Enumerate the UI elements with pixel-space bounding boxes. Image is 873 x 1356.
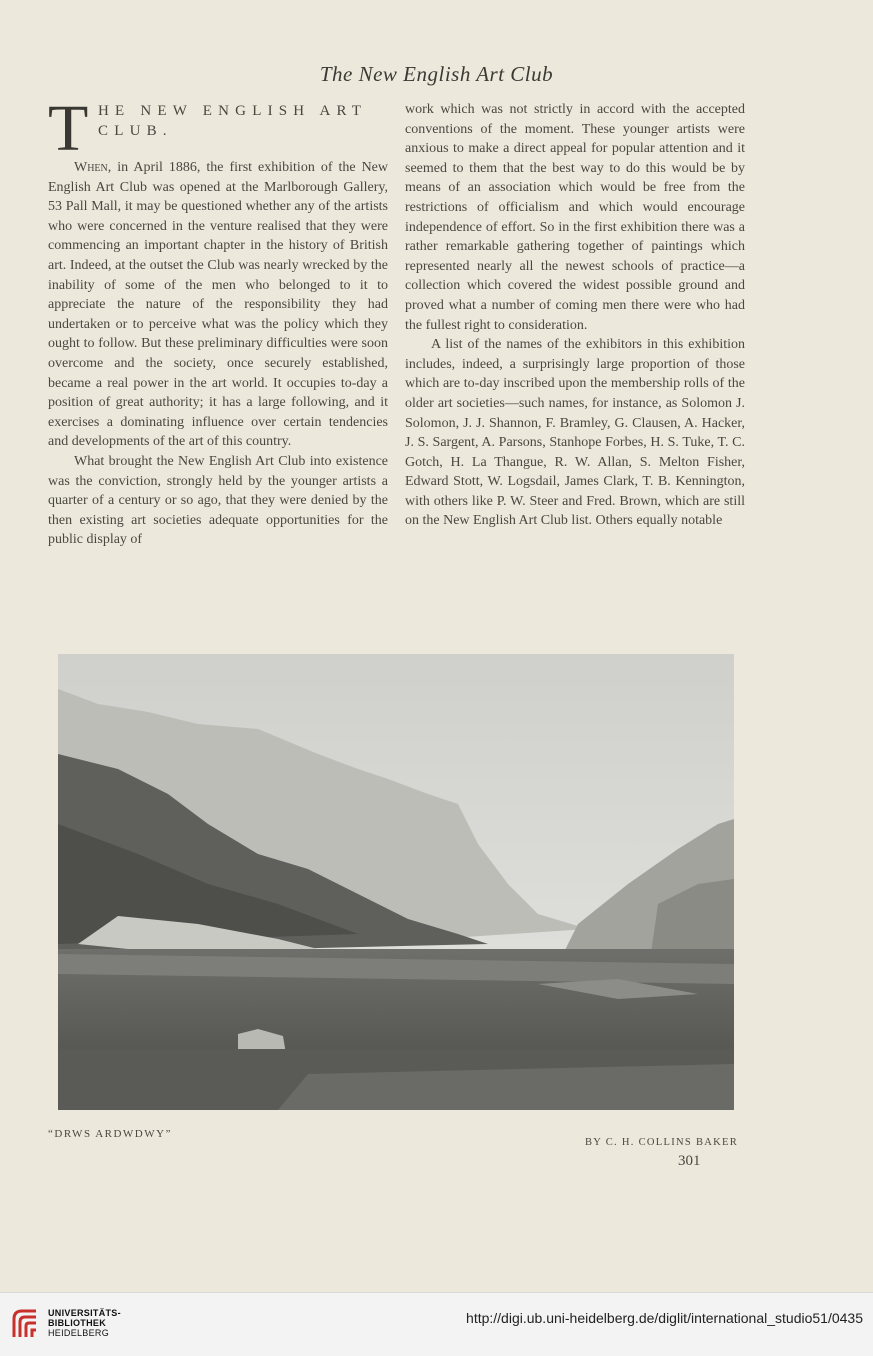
page-number: 301: [678, 1153, 701, 1169]
library-name-line-1: UNIVERSITÄTS-: [48, 1308, 121, 1318]
viewer-footer: [0, 1292, 873, 1356]
heading-line-2: CLUB.: [98, 123, 173, 139]
library-name: [48, 1308, 121, 1338]
university-library-logo-icon: [10, 1307, 42, 1341]
drop-cap: T: [48, 92, 89, 165]
library-name-line-3: HEIDELBERG: [48, 1328, 110, 1338]
landscape-painting-image: [58, 654, 734, 1110]
left-column: [48, 92, 388, 550]
landscape-painting-plate: [58, 654, 734, 1110]
article-heading: [48, 92, 388, 165]
running-head: The New English Art Club: [319, 62, 554, 86]
heading-line-1: HE NEW ENGLISH ART: [98, 103, 368, 119]
plate-caption-title: “DRWS ARDWDWY”: [48, 1128, 172, 1140]
paragraph-1-text: , in April 1886, the first exhibition of the New English Art Club was opened at the Marlborough Gallery, 53 Pall Mall, it may be questioned whether any of the artists who were concerned in the venture realised that they were commencing an important chapter in the history of British art. Indeed, at the outset the Club was nearly wrecked by the inability of some of the men who belonged to it to appreciate the nature of the responsibility they had undertaken or to perceive what was the policy which they ought to follow. But these preliminary difficulties were soon overcome and the society, once securely established, became a real power in the art world. It occupies to-day a position of great authority; it has a large following, and it exercises a dominating influence over certain tendencies and developments of the art of this country.: [48, 160, 388, 450]
right-column: [405, 100, 745, 531]
paragraph-1-lead: When: [74, 160, 108, 175]
library-name-line-2: BIBLIOTHEK: [48, 1318, 106, 1328]
paragraph-2: What brought the New English Art Club into existence was the conviction, strongly held by the younger artists a quarter of a century or so ago, that they were denied by the then existing art societies adequate opportunities for the public display of: [48, 453, 388, 548]
paragraph-1: [48, 158, 388, 452]
permalink-url[interactable]: http://digi.ub.uni-heidelberg.de/diglit/international_studio51/0435: [466, 1310, 863, 1326]
paragraph-4: A list of the names of the exhibitors in this exhibition includes, indeed, a surprisingly large proportion of those which are to-day inscribed upon the membership rolls of the older art societies—such names, for instance, as Solomon J. Solomon, J. J. Shannon, F. Bramley, G. Clausen, A. Hacker, J. S. Sargent, A. Parsons, Stanhope Forbes, H. S. Tuke, T. C. Gotch, H. La Thangue, R. W. Allan, S. Melton Fisher, Edward Stott, W. Logsdail, James Clark, T. B. Kennington, with others like P. W. Steer and Fred. Brown, which are still on the New English Art Club list. Others equally notable: [405, 337, 745, 529]
paragraph-3: work which was not strictly in accord with the accepted conventions of the moment. These younger artists were anxious to make a direct appeal for popular attention and it seemed to them that the best way to do this would be by means of an association which would be free from the restrictions of officialism and which would encourage independence of effort. So in the first exhibition there was a rather remarkable gathering together of paintings which represented nearly all the newest schools of practice—a collection which covered the widest possible ground and proved what a number of coming men there were who had the fullest right to consideration.: [405, 102, 745, 333]
plate-caption-credit: BY C. H. COLLINS BAKER: [585, 1137, 739, 1148]
